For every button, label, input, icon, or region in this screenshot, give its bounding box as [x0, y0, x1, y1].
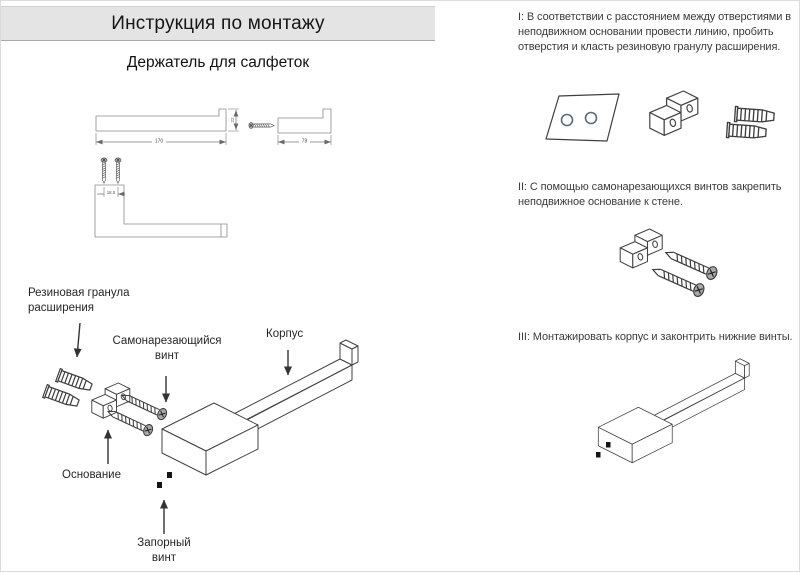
side-view-drawing: [89, 101, 249, 151]
step-1-illustration: [529, 89, 787, 169]
dim-depth: 78: [301, 138, 308, 145]
product-subtitle: Держатель для салфеток: [126, 54, 310, 71]
base-art: [620, 229, 662, 268]
base-art: [92, 383, 130, 418]
lock-screw-art: [157, 472, 172, 488]
exploded-diagram: [26, 283, 398, 573]
label-self-tapping-screw: Самонарезающийся винт: [112, 335, 222, 362]
step-3-text: III: Монтажировать корпус и законтрить нижние винты.: [518, 331, 793, 343]
label-body: Корпус: [266, 328, 304, 340]
label-base: Основание: [62, 469, 121, 481]
step-1-text: I: В соответствии с расстоянием между отверстиями в неподвижном основании провести линию, пробить отверстия и класть резиновую гранулу расширения.: [518, 11, 791, 53]
step-2-illustration: [604, 224, 764, 329]
screw-art: [650, 246, 719, 298]
end-view-drawing: [247, 101, 357, 151]
label-lock-screw: Запорный винт: [137, 537, 191, 564]
page-title: Инструкция по монтажу: [111, 12, 325, 34]
body-art: [598, 359, 749, 463]
step-2-text: II: С помощью самонарезающихся винтов закрепить неподвижное основание к стене.: [518, 181, 782, 208]
wall-plate-art: [546, 94, 619, 141]
dim-height: 22: [230, 117, 235, 123]
title-band: [1, 6, 435, 41]
dim-length: 170: [154, 138, 164, 145]
dim-hole-spacing: 18.5: [106, 190, 116, 195]
base-art: [650, 91, 698, 135]
top-view-drawing: [81, 156, 236, 248]
rubber-plug-art: [726, 107, 774, 141]
rubber-plug-art: [43, 369, 94, 410]
step-3-illustration: [584, 344, 752, 486]
exploded-art: [26, 283, 398, 573]
label-rubber-plug: Резиновая гранула расширения: [28, 287, 130, 314]
